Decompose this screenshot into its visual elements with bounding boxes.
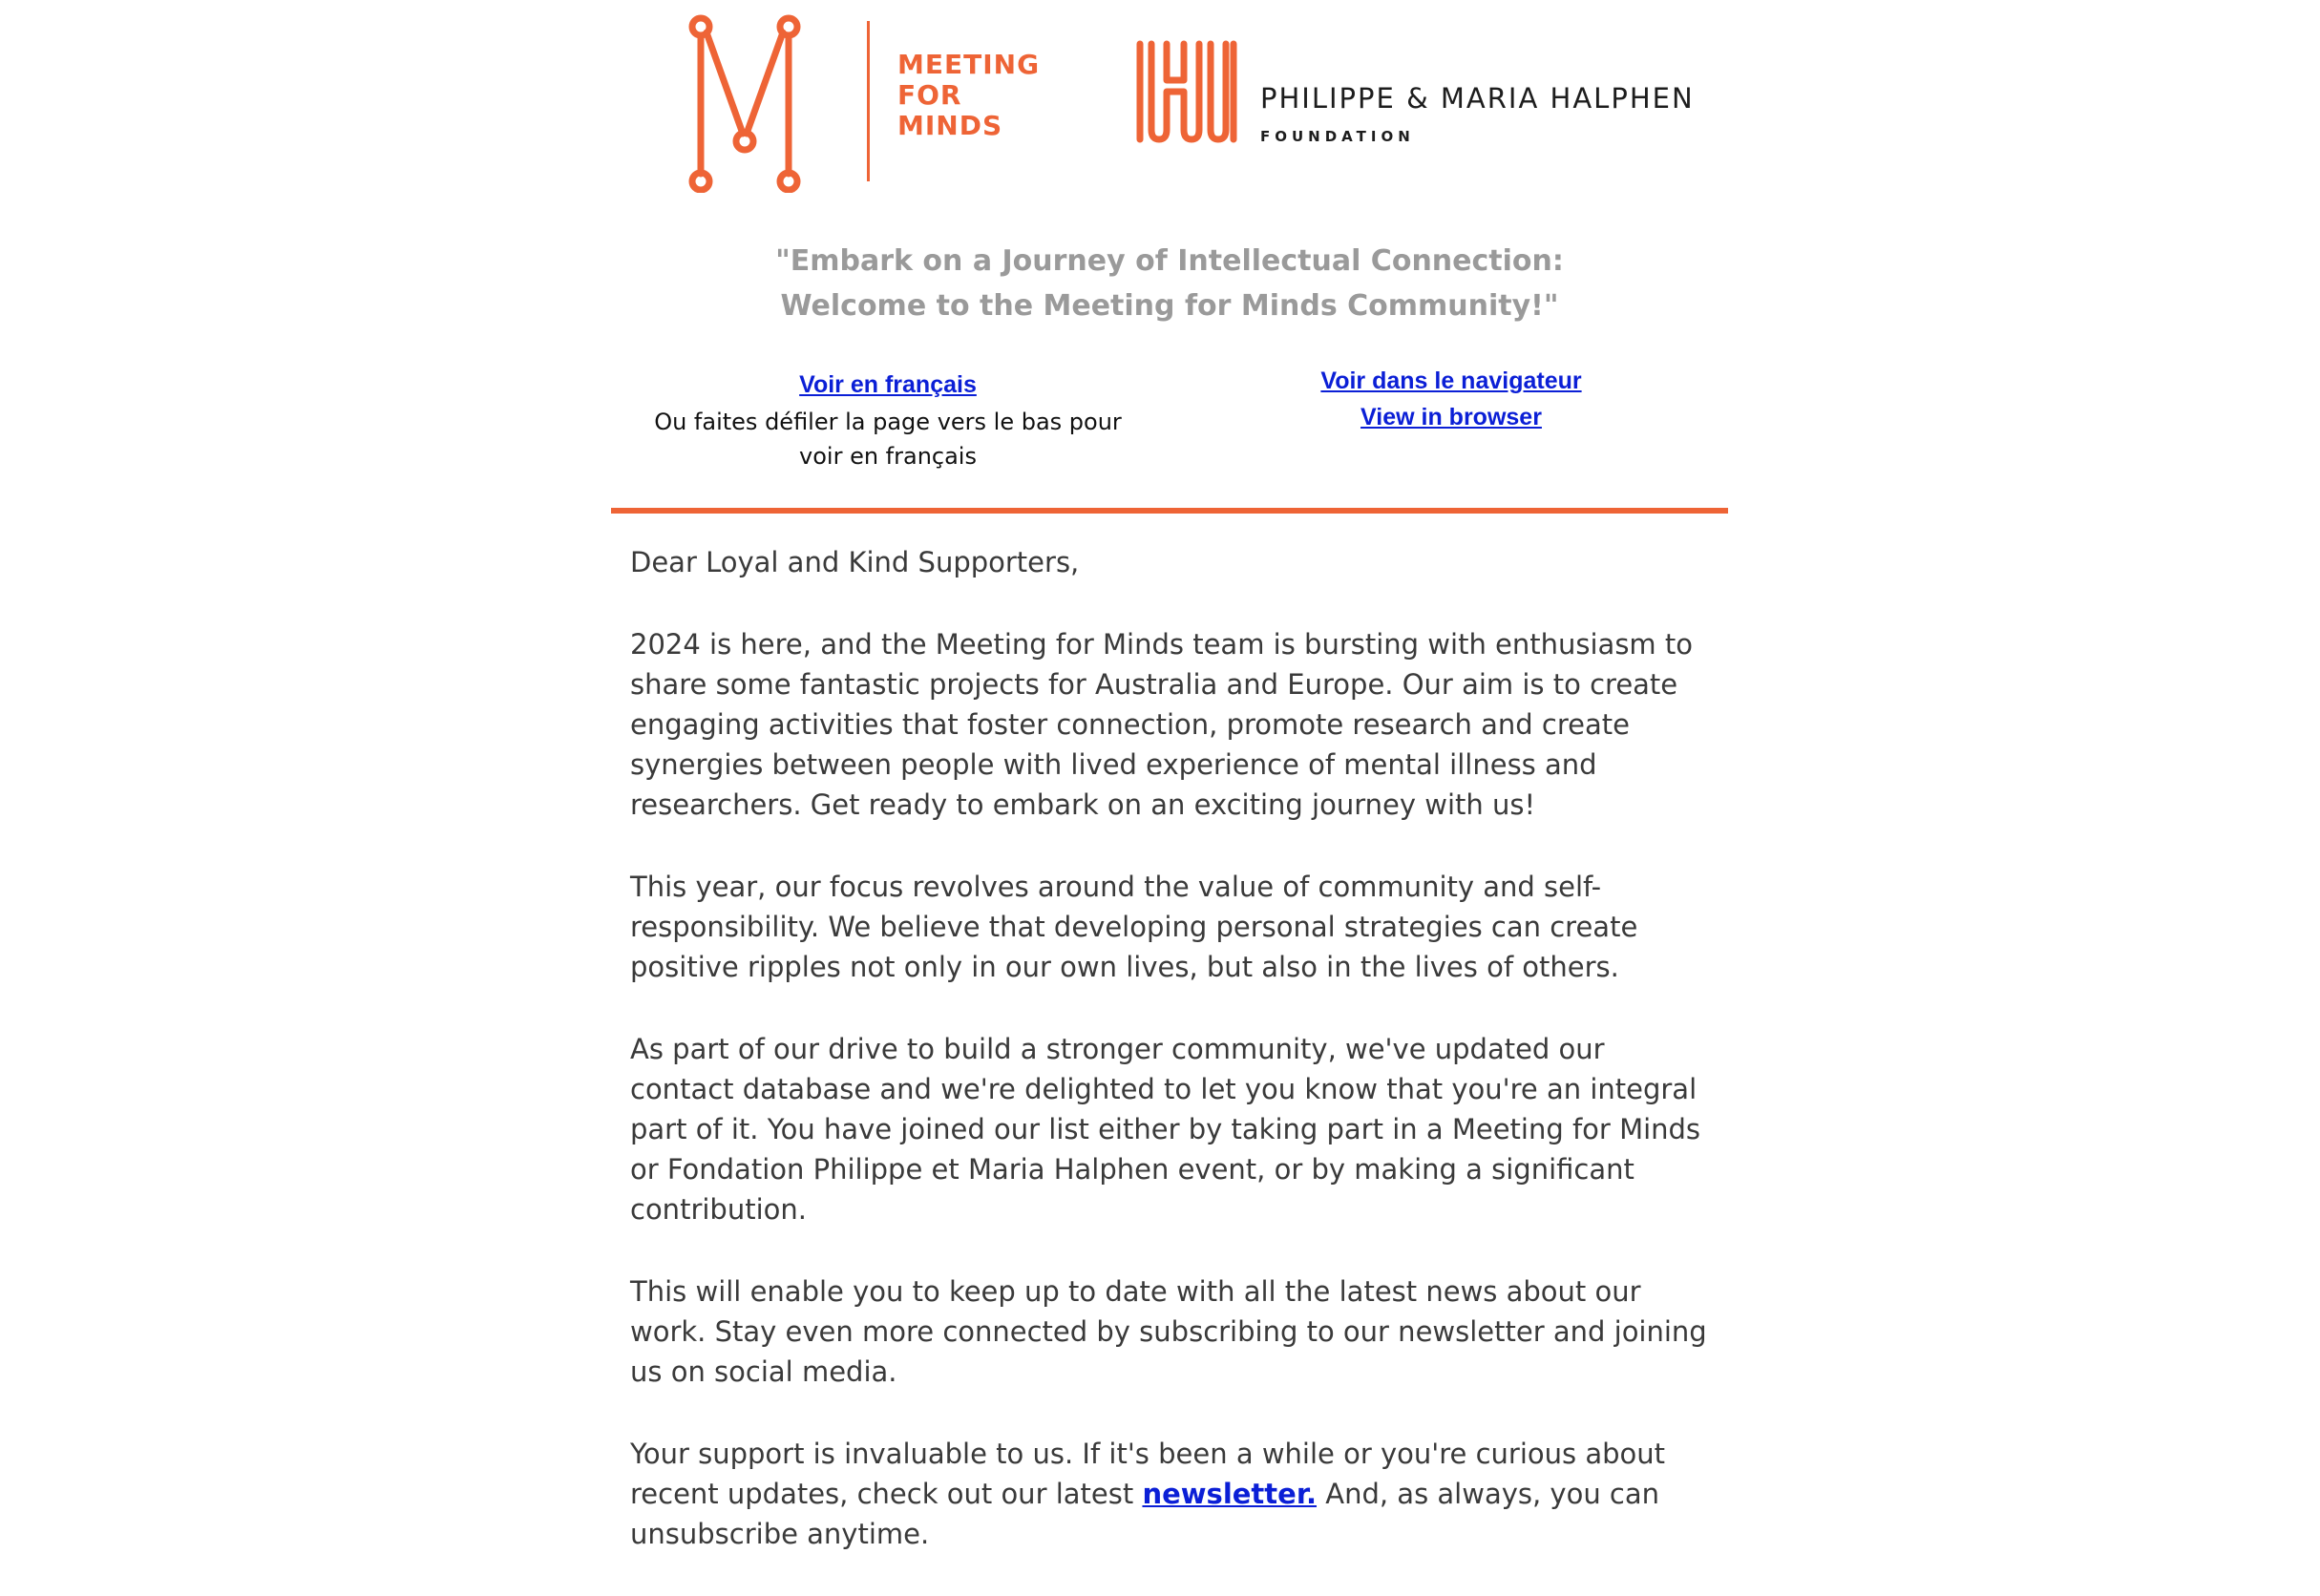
newsletter-link[interactable]: newsletter. <box>1142 1478 1318 1510</box>
support-text-after: And, as always, you can unsubscribe anytime. <box>630 1478 1660 1550</box>
french-column <box>611 367 1165 473</box>
header-logos <box>611 0 1728 200</box>
halphen-name: PHILIPPE & MARIA HALPHEN <box>1260 82 1695 115</box>
view-in-french-link[interactable]: Voir en français <box>799 371 977 398</box>
tagline <box>611 239 1728 328</box>
tagline-line-1: "Embark on a Journey of Intellectual Connection: <box>775 244 1564 278</box>
view-in-browser-en-link[interactable]: View in browser <box>1360 404 1542 430</box>
paragraph-focus: This year, our focus revolves around the value of community and self-responsibility. We believe that developing personal strategies can create positive ripples not only in our own lives, but also in the lives of others. <box>630 871 1638 983</box>
halphen-foundation-logo-icon <box>1134 34 1239 147</box>
logo-divider <box>867 21 870 181</box>
wordmark-line-3: MINDS <box>897 110 1003 141</box>
meeting-for-minds-wordmark <box>897 50 1040 141</box>
wordmark-line-1: MEETING <box>897 49 1041 80</box>
halphen-subtitle: FOUNDATION <box>1260 128 1415 145</box>
browser-column <box>1174 363 1728 435</box>
language-links-row <box>611 367 1728 500</box>
greeting: Dear Loyal and Kind Supporters, <box>630 546 1080 578</box>
tagline-line-2: Welcome to the Meeting for Minds Community!" <box>780 289 1559 323</box>
support-text-before: Your support is invaluable to us. If it's been a while or you're curious about recent updates, check out our latest <box>630 1438 1666 1510</box>
french-scroll-note: Ou faites défiler la page vers le bas pour voir en français <box>654 409 1122 470</box>
email-container <box>611 0 1728 1596</box>
meeting-for-minds-logo-icon <box>687 11 802 193</box>
paragraph-support <box>630 1434 1709 1554</box>
paragraph-database: As part of our drive to build a stronger community, we've updated our contact database and we're delighted to let you know that you're an integral part of it. You have joined our list either by taking part in a Meeting for Minds or Fondation Philippe et Maria Halphen event, or by making a significant contribution. <box>630 1033 1701 1226</box>
paragraph-updates: This will enable you to keep up to date with all the latest news about our work. Stay even more connected by subscribing to our newsletter and joining us on social media. <box>630 1275 1707 1388</box>
paragraph-intro: 2024 is here, and the Meeting for Minds team is bursting with enthusiasm to share some fantastic projects for Australia and Europe. Our aim is to create engaging activities that foster connection, promote research and create synergies between people with lived experience of mental illness and researchers. Get ready to embark on an exciting journey with us! <box>630 628 1694 821</box>
wordmark-line-2: FOR <box>897 79 962 111</box>
view-in-browser-fr-link[interactable]: Voir dans le navigateur <box>1320 368 1582 394</box>
email-body <box>611 514 1728 1554</box>
